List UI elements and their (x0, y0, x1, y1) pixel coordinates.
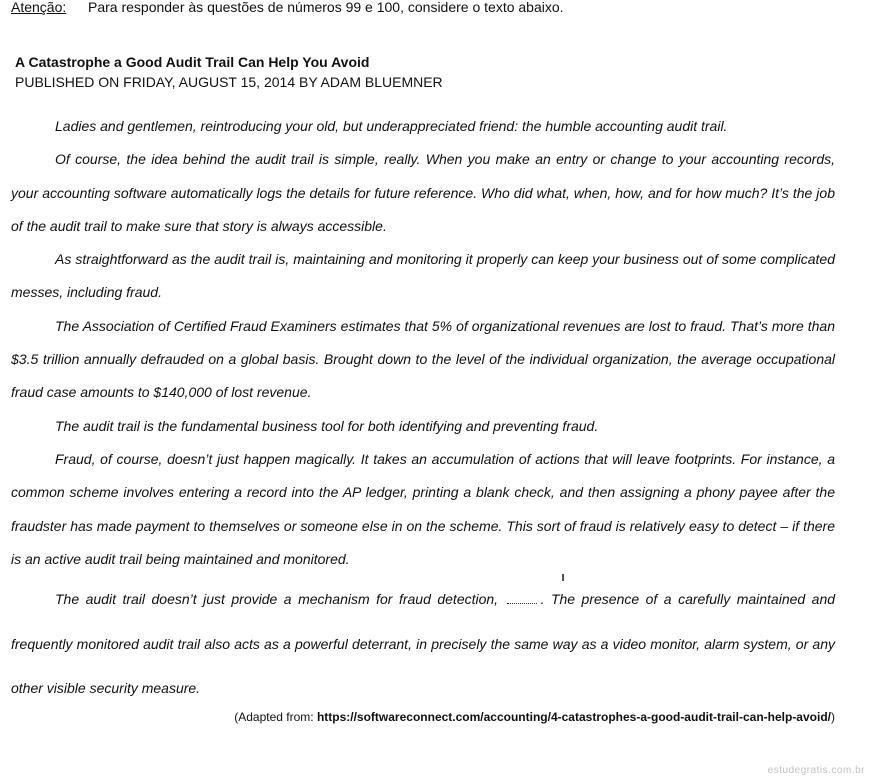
blank-gap (507, 573, 565, 604)
paragraph-4: The Association of Certified Fraud Examiners estimates that 5% of organizational revenues are lost to fraud. That’s more than $3.5 trillion annually defrauded on a global basis. Brought down to the level of the individual organization, the average occupational fraud case amounts to $140,000 of lost revenue. (11, 317, 835, 401)
source-suffix: ) (831, 710, 835, 724)
paragraph-5: The audit trail is the fundamental business tool for both identifying and preventing fraud. (55, 417, 599, 434)
source-prefix: (Adapted from: (234, 710, 317, 724)
attention-label: Atenção: (11, 0, 67, 15)
source-citation (234, 710, 835, 724)
source-link[interactable]: https://softwareconnect.com/accounting/4-catastrophes-a-good-audit-trail-can-help-avoid/ (316, 710, 831, 724)
article-title: A Catastrophe a Good Audit Trail Can Help You Avoid (15, 54, 370, 70)
paragraph-3: As straightforward as the audit trail is, maintaining and monitoring it properly can keep your business out of some complicated messes, including fraud. (11, 251, 835, 301)
attention-text: Para responder às questões de números 99 e 100, considere o texto abaixo. (88, 0, 564, 15)
paragraph-7-after: . The presence of a carefully maintained and frequently monitored audit trail also acts as a powerful deterrant, in precisely the same way as a video monitor, alarm system, or any other visible security measure. (11, 591, 836, 697)
attention-note (11, 0, 564, 15)
paragraph-2: Of course, the idea behind the audit trail is simple, really. When you make an entry or change to your accounting records, your accounting software automatically logs the details for future reference. Who did what, when, how, and for how much? It’s the job of the audit trail to make sure that story is always accessible. (11, 151, 835, 234)
paragraph-7-before: The audit trail doesn’t just provide a mechanism for fraud detection, (55, 591, 499, 608)
article-body (11, 110, 835, 711)
paragraph-6: Fraud, of course, doesn’t just happen magically. It takes an accumulation of actions that will leave footprints. For instance, a common scheme involves entering a record into the AP ledger, printing a blank check, and then assigning a phony payee after the fraudster has made payment to themselves or someone else in on the scheme. This sort of fraud is relatively easy to detect – if there is an active audit trail being maintained and monitored. (11, 450, 835, 567)
paragraph-1: Ladies and gentlemen, reintroducing your old, but underappreciated friend: the humble accounting audit trail. (55, 118, 728, 134)
blank-marker: I (561, 573, 565, 585)
paragraph-7 (11, 573, 836, 711)
article-byline: PUBLISHED ON FRIDAY, AUGUST 15, 2014 BY ADAM BLUEMNER (15, 74, 443, 90)
watermark: estudegratis.com.br (767, 765, 865, 776)
